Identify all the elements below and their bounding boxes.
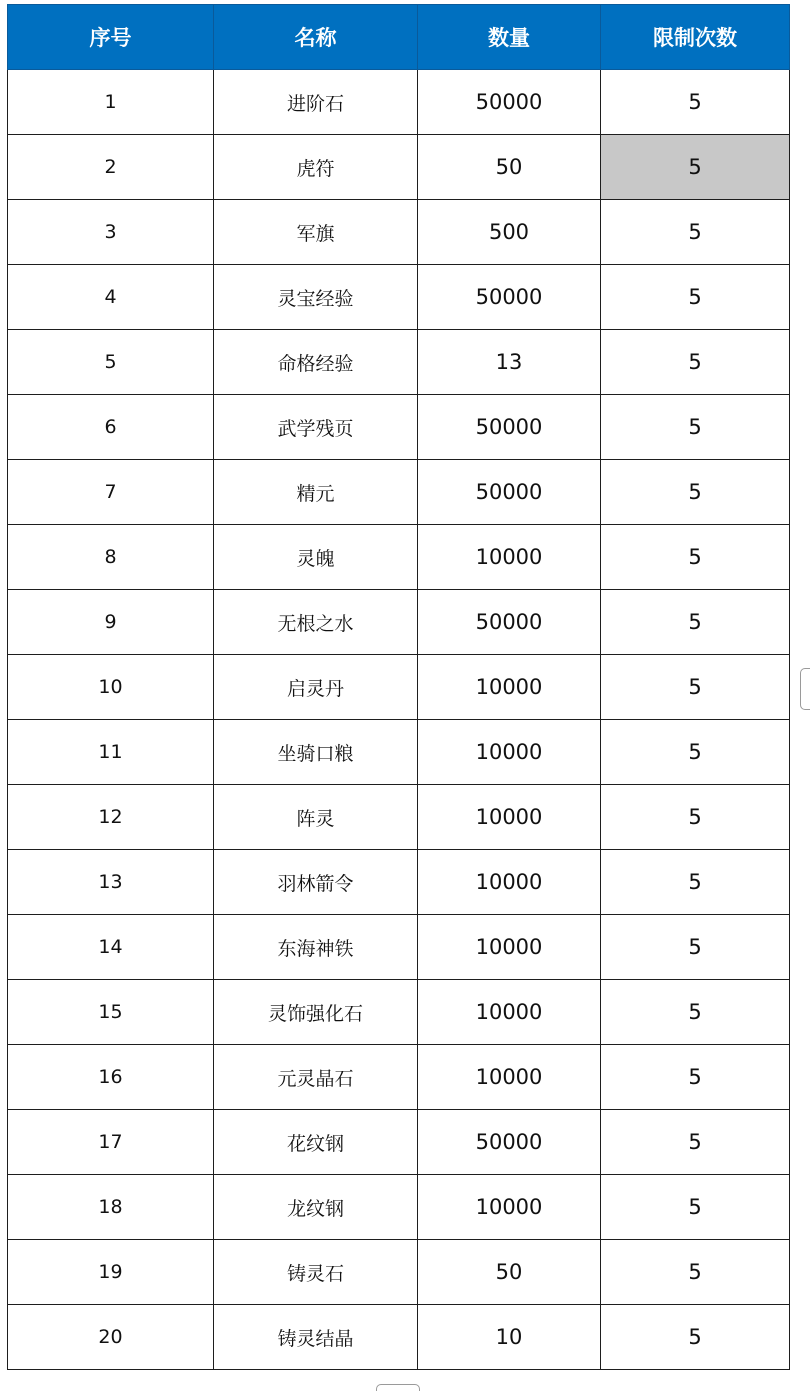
cell-limit[interactable]: 5 xyxy=(601,200,790,265)
cell-index[interactable]: 18 xyxy=(8,1175,214,1240)
cell-quantity[interactable]: 10000 xyxy=(418,785,601,850)
cell-index[interactable]: 8 xyxy=(8,525,214,590)
table-row xyxy=(8,1305,790,1370)
cell-limit[interactable]: 5 xyxy=(601,915,790,980)
cell-quantity[interactable]: 10000 xyxy=(418,1045,601,1110)
cell-limit[interactable]: 5 xyxy=(601,395,790,460)
table-row xyxy=(8,720,790,785)
cell-quantity[interactable]: 10000 xyxy=(418,850,601,915)
cell-quantity[interactable]: 10000 xyxy=(418,915,601,980)
cell-index[interactable]: 13 xyxy=(8,850,214,915)
cell-name[interactable]: 军旗 xyxy=(214,200,418,265)
table-row xyxy=(8,850,790,915)
cell-index[interactable]: 19 xyxy=(8,1240,214,1305)
cell-index[interactable]: 4 xyxy=(8,265,214,330)
table-row xyxy=(8,525,790,590)
header-name[interactable]: 名称 xyxy=(214,5,418,70)
cell-quantity[interactable]: 500 xyxy=(418,200,601,265)
cell-quantity[interactable]: 10000 xyxy=(418,1175,601,1240)
table-row xyxy=(8,980,790,1045)
cell-index[interactable]: 5 xyxy=(8,330,214,395)
cell-name[interactable]: 虎符 xyxy=(214,135,418,200)
cell-limit[interactable]: 5 xyxy=(601,980,790,1045)
cell-limit[interactable]: 5 xyxy=(601,590,790,655)
table-row xyxy=(8,395,790,460)
cell-limit[interactable]: 5 xyxy=(601,785,790,850)
cell-name[interactable]: 灵饰强化石 xyxy=(214,980,418,1045)
cell-name[interactable]: 铸灵石 xyxy=(214,1240,418,1305)
cell-quantity[interactable]: 10000 xyxy=(418,525,601,590)
table-body xyxy=(8,70,790,1370)
cell-limit[interactable]: 5 xyxy=(601,70,790,135)
table-row xyxy=(8,70,790,135)
cell-index[interactable]: 15 xyxy=(8,980,214,1045)
table-row xyxy=(8,460,790,525)
cell-name[interactable]: 灵魄 xyxy=(214,525,418,590)
cell-limit-selected[interactable]: 5 xyxy=(601,135,790,200)
cell-name[interactable]: 命格经验 xyxy=(214,330,418,395)
cell-quantity[interactable]: 10000 xyxy=(418,655,601,720)
cell-name[interactable]: 进阶石 xyxy=(214,70,418,135)
cell-limit[interactable]: 5 xyxy=(601,850,790,915)
cell-name[interactable]: 精元 xyxy=(214,460,418,525)
cell-index[interactable]: 17 xyxy=(8,1110,214,1175)
table-row xyxy=(8,1045,790,1110)
cell-limit[interactable]: 5 xyxy=(601,655,790,720)
cell-index[interactable]: 7 xyxy=(8,460,214,525)
cell-quantity[interactable]: 10000 xyxy=(418,980,601,1045)
cell-name[interactable]: 武学残页 xyxy=(214,395,418,460)
table-row xyxy=(8,265,790,330)
cell-quantity[interactable]: 50 xyxy=(418,135,601,200)
cell-limit[interactable]: 5 xyxy=(601,265,790,330)
cell-index[interactable]: 3 xyxy=(8,200,214,265)
table-row xyxy=(8,1110,790,1175)
header-limit[interactable]: 限制次数 xyxy=(601,5,790,70)
table-row xyxy=(8,1175,790,1240)
table-row xyxy=(8,590,790,655)
cell-name[interactable]: 元灵晶石 xyxy=(214,1045,418,1110)
cell-limit[interactable]: 5 xyxy=(601,1305,790,1370)
cell-name[interactable]: 启灵丹 xyxy=(214,655,418,720)
header-quantity[interactable]: 数量 xyxy=(418,5,601,70)
cell-quantity[interactable]: 50000 xyxy=(418,70,601,135)
cell-limit[interactable]: 5 xyxy=(601,330,790,395)
cell-index[interactable]: 20 xyxy=(8,1305,214,1370)
cell-index[interactable]: 11 xyxy=(8,720,214,785)
cell-quantity[interactable]: 10 xyxy=(418,1305,601,1370)
cell-limit[interactable]: 5 xyxy=(601,460,790,525)
cell-name[interactable]: 坐骑口粮 xyxy=(214,720,418,785)
cell-quantity[interactable]: 50000 xyxy=(418,460,601,525)
cell-name[interactable]: 东海神铁 xyxy=(214,915,418,980)
cell-quantity[interactable]: 50000 xyxy=(418,395,601,460)
cell-index[interactable]: 14 xyxy=(8,915,214,980)
table-row xyxy=(8,330,790,395)
cell-index[interactable]: 9 xyxy=(8,590,214,655)
cell-index[interactable]: 6 xyxy=(8,395,214,460)
side-panel-toggle[interactable] xyxy=(800,668,810,710)
table-row xyxy=(8,785,790,850)
cell-name[interactable]: 羽林箭令 xyxy=(214,850,418,915)
cell-name[interactable]: 铸灵结晶 xyxy=(214,1305,418,1370)
cell-limit[interactable]: 5 xyxy=(601,720,790,785)
cell-quantity[interactable]: 50000 xyxy=(418,265,601,330)
cell-name[interactable]: 灵宝经验 xyxy=(214,265,418,330)
table-header xyxy=(8,5,790,70)
cell-limit[interactable]: 5 xyxy=(601,1045,790,1110)
cell-name[interactable]: 花纹钢 xyxy=(214,1110,418,1175)
table-row xyxy=(8,1240,790,1305)
items-table xyxy=(7,4,790,1370)
cell-index[interactable]: 1 xyxy=(8,70,214,135)
header-index[interactable]: 序号 xyxy=(8,5,214,70)
cell-quantity[interactable]: 13 xyxy=(418,330,601,395)
cell-index[interactable]: 16 xyxy=(8,1045,214,1110)
sheet-scroll-handle[interactable] xyxy=(376,1384,420,1391)
cell-quantity[interactable]: 50 xyxy=(418,1240,601,1305)
header-row xyxy=(8,5,790,70)
cell-limit[interactable]: 5 xyxy=(601,1240,790,1305)
cell-quantity[interactable]: 50000 xyxy=(418,590,601,655)
table-row xyxy=(8,655,790,720)
cell-index[interactable]: 12 xyxy=(8,785,214,850)
cell-quantity[interactable]: 10000 xyxy=(418,720,601,785)
table-row xyxy=(8,915,790,980)
cell-index[interactable]: 2 xyxy=(8,135,214,200)
cell-quantity[interactable]: 50000 xyxy=(418,1110,601,1175)
cell-name[interactable]: 龙纹钢 xyxy=(214,1175,418,1240)
cell-limit[interactable]: 5 xyxy=(601,525,790,590)
cell-name[interactable]: 无根之水 xyxy=(214,590,418,655)
cell-limit[interactable]: 5 xyxy=(601,1110,790,1175)
cell-name[interactable]: 阵灵 xyxy=(214,785,418,850)
table-row xyxy=(8,200,790,265)
table-row xyxy=(8,135,790,200)
cell-limit[interactable]: 5 xyxy=(601,1175,790,1240)
cell-index[interactable]: 10 xyxy=(8,655,214,720)
